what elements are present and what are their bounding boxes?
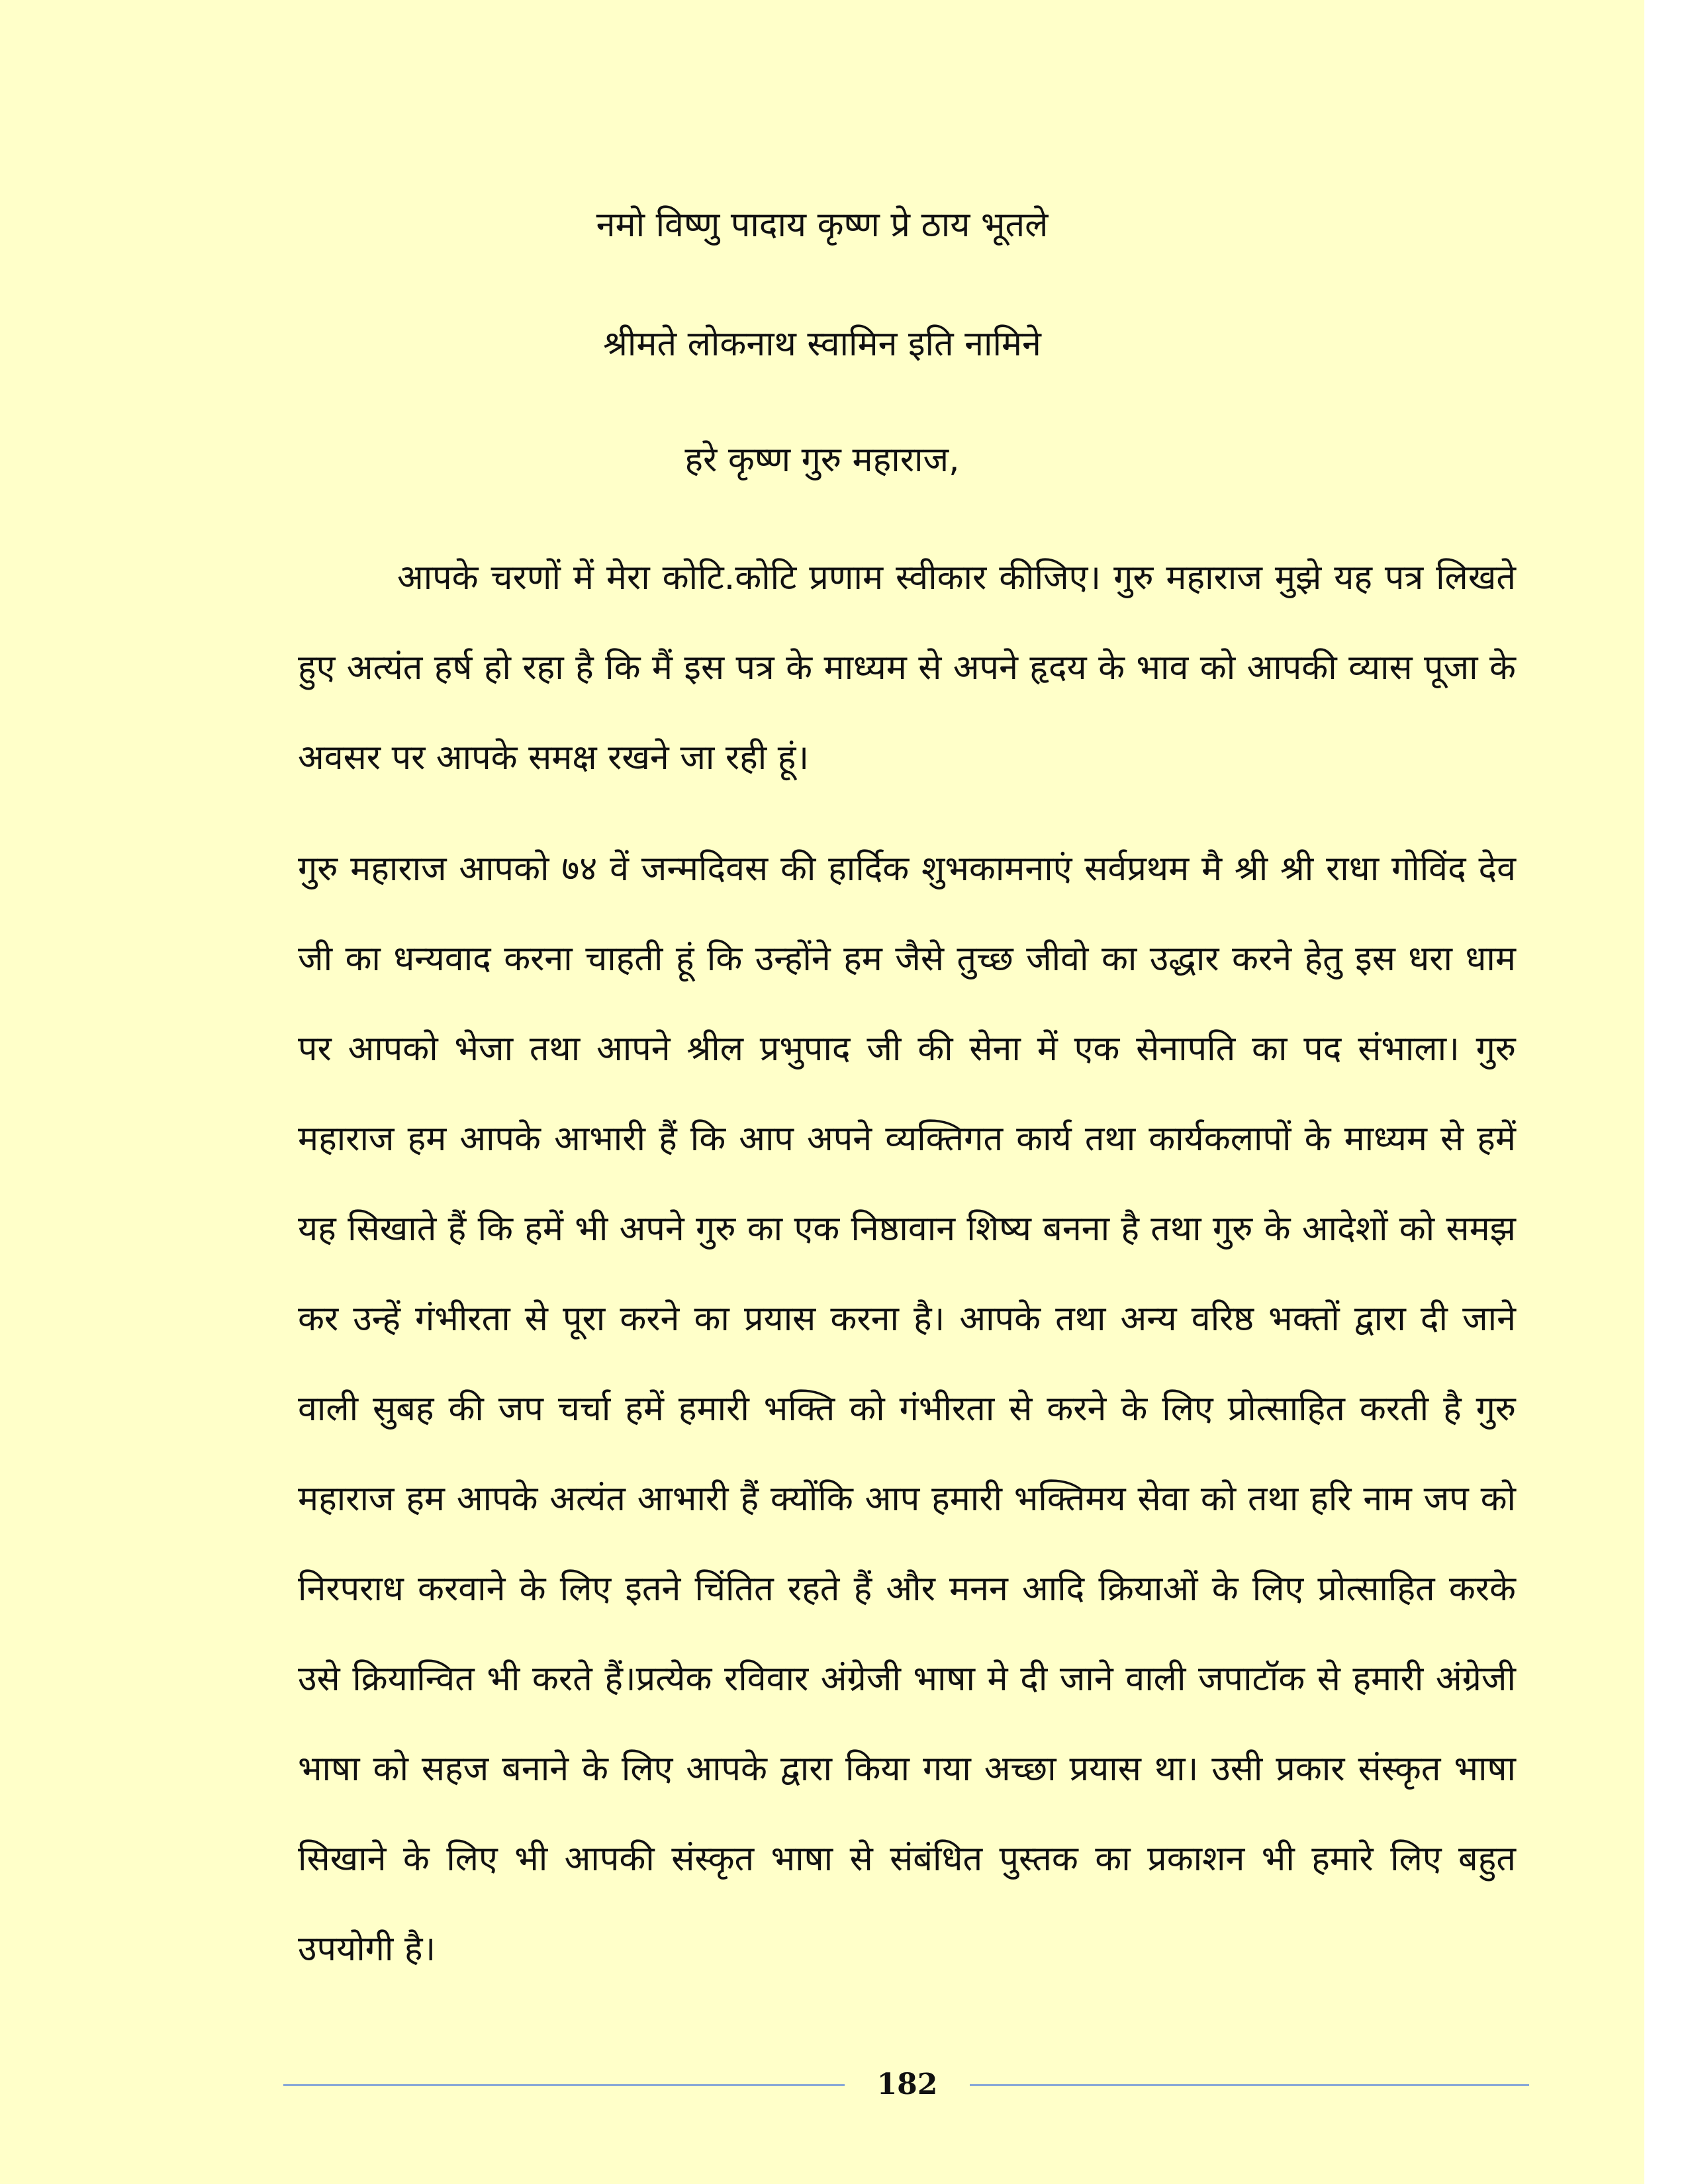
body-paragraph-1: आपके चरणों में मेरा कोटि.कोटि प्रणाम स्वीकार कीजिए। गुरु महाराज मुझे यह पत्र लिखते हुए अत्यंत हर्ष हो रहा है कि मैं इस पत्र के माध्यम से अपने हृदय के भाव को आपकी व्यास पूजा के अवसर पर आपके समक्ष रखने जा रही हूं।	[298, 558, 1516, 778]
invocation-line-2: श्रीमते लोकनाथ स्वामिन इति नामिने	[603, 324, 1041, 364]
page-margin-strip	[1644, 0, 1688, 2184]
invocation-line-1: नमो विष्णु पादाय कृष्ण प्रे ठाय भूतले	[596, 205, 1049, 245]
footer-divider-left	[283, 2084, 845, 2086]
page-footer	[0, 2058, 1644, 2111]
body-paragraph-2: गुरु महाराज आपको ७४ वें जन्मदिवस की हार्दिक शुभकामनाएं सर्वप्रथम मै श्री श्री राधा गोविंद देव जी का धन्यवाद करना चाहती हूं कि उन्होंने हम जैसे तुच्छ जीवो का उद्धार करने हेतु इस धरा धाम पर आपको भेजा तथा आपने श्रील प्रभुपाद जी की सेना में एक सेनापति का पद संभाला। गुरु महाराज हम आपके आभारी हैं कि आप अपने व्यक्तिगत कार्य तथा कार्यकलापों के माध्यम से हमें यह सिखाते हैं कि हमें भी अपने गुरु का एक निष्ठावान शिष्य बनना है तथा गुरु के आदेशों को समझ कर उन्हें गंभीरता से पूरा करने का प्रयास करना है। आपके तथा अन्य वरिष्ठ भक्तों द्वारा दी जाने वाली सुबह की जप चर्चा हमें हमारी भक्ति को गंभीरता से करने के लिए प्रोत्साहित करती है गुरु महाराज हम आपके अत्यंत आभारी हैं क्योंकि आप हमारी भक्तिमय सेवा को तथा हरि नाम जप को निरपराध करवाने के लिए इतने चिंतित रहते हैं और मनन आदि क्रियाओं के लिए प्रोत्साहित करके उसे क्रियान्वित भी करते हैं।प्रत्येक रविवार अंग्रेजी भाषा मे दी जाने वाली जपाटॉक से हमारी अंग्रेजी भाषा को सहज बनाने के लिए आपके द्वारा किया गया अच्छा प्रयास था। उसी प्रकार संस्कृत भाषा सिखाने के लिए भी आपकी संस्कृत भाषा से संबंधित पुस्तक का प्रकाशन भी हमारे लिए बहुत उपयोगी है।	[298, 849, 1516, 1969]
salutation-line: हरे कृष्ण गुरु महाराज,	[684, 440, 960, 480]
footer-divider-right	[970, 2084, 1529, 2086]
page-number: 182	[876, 2068, 938, 2101]
